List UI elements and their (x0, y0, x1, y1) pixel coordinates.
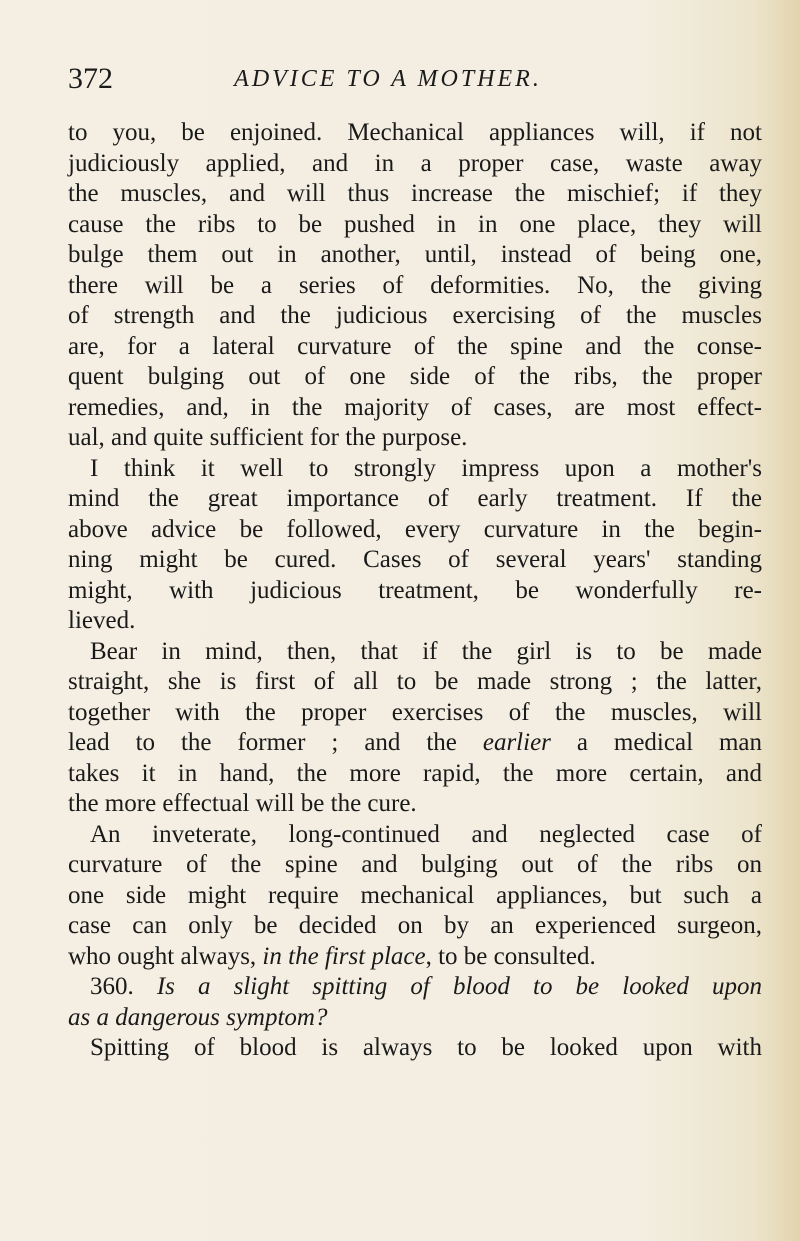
text-segment: are, for a lateral curvature of the spine and the conse- (68, 332, 762, 360)
text-segment: one side might require mechanical appliances, but such a (68, 881, 762, 909)
text-segment: , to be consulted. (425, 942, 596, 970)
text-segment: bulge them out in another, until, instead of being one, (68, 241, 762, 268)
text-line (68, 820, 762, 851)
italic-segment: as a dangerous symptom? (68, 1003, 328, 1031)
text-line (68, 606, 762, 637)
text-line (68, 210, 762, 241)
text-line (68, 667, 762, 698)
page-header (68, 62, 768, 96)
text-line (68, 728, 762, 759)
text-segment: straight, she is first of all to be made strong ; the latter, (68, 668, 762, 695)
text-segment: ual, and quite sufficient for the purpose. (68, 424, 468, 451)
text-line (68, 881, 762, 912)
text-line (68, 240, 762, 271)
text-segment: a medical man (550, 729, 763, 756)
text-segment: lead to the former ; and the (68, 729, 483, 756)
text-line (68, 301, 762, 332)
text-line (68, 545, 762, 576)
text-line (68, 698, 762, 729)
text-line (68, 484, 762, 515)
italic-segment: earlier (482, 729, 551, 756)
text-segment: Bear in mind, then, that if the girl is to be made (90, 637, 762, 665)
text-segment: to you, be enjoined. Mechanical appliances will, if not (68, 119, 762, 146)
text-segment: might, with judicious treatment, be wonderfully re- (68, 576, 762, 604)
text-line (68, 972, 762, 1003)
text-segment: who ought always, (68, 942, 263, 970)
text-line (68, 850, 762, 881)
text-segment: takes it in hand, the more rapid, the more certain, and (68, 759, 762, 787)
text-segment: cause the ribs to be pushed in in one place, they will (68, 210, 762, 238)
text-line (68, 454, 762, 485)
text-segment: remedies, and, in the majority of cases, are most effect- (68, 393, 762, 421)
text-segment: the muscles, and will thus increase the mischief; if they (68, 180, 762, 207)
page-number: 372 (68, 62, 113, 95)
text-line (68, 942, 762, 973)
text-segment: above advice be followed, every curvature in the begin- (68, 515, 762, 543)
text-segment: An inveterate, long-continued and neglected case of (90, 820, 762, 848)
italic-segment: in the first place (262, 942, 426, 970)
text-segment: 360. (90, 973, 157, 1000)
text-line (68, 332, 762, 363)
running-head: ADVICE TO A MOTHER. (234, 66, 542, 92)
text-line (68, 515, 762, 546)
text-segment: I think it well to strongly impress upon a mother's (90, 454, 762, 482)
text-segment: lieved. (68, 607, 136, 634)
text-segment: case can only be decided on by an experienced surgeon, (68, 912, 762, 939)
text-segment: Spitting of blood is always to be looked upon with (90, 1034, 762, 1061)
text-line (68, 393, 762, 424)
text-segment: there will be a series of deformities. No, the giving (68, 271, 762, 299)
text-line (68, 271, 762, 302)
text-segment: together with the proper exercises of the muscles, will (68, 698, 762, 726)
text-line (68, 149, 762, 180)
text-line (68, 118, 762, 149)
text-segment: judiciously applied, and in a proper case, waste away (68, 149, 762, 177)
text-line (68, 362, 762, 393)
text-line (68, 637, 762, 668)
text-segment: of strength and the judicious exercising of the muscles (68, 302, 762, 329)
text-segment: mind the great importance of early treatment. If the (68, 485, 762, 512)
body-text (68, 118, 762, 1064)
text-line (68, 179, 762, 210)
text-line (68, 911, 762, 942)
text-line (68, 759, 762, 790)
text-line (68, 423, 762, 454)
text-segment: curvature of the spine and bulging out of the ribs on (68, 851, 762, 878)
text-segment: the more effectual will be the cure. (68, 790, 417, 817)
text-segment: quent bulging out of one side of the ribs, the proper (68, 363, 762, 390)
text-line (68, 1003, 762, 1034)
text-line (68, 789, 762, 820)
text-line (68, 576, 762, 607)
text-line (68, 1033, 762, 1064)
text-segment: ning might be cured. Cases of several years' standing (68, 546, 762, 573)
italic-segment: Is a slight spitting of blood to be looked upon (156, 973, 762, 1000)
